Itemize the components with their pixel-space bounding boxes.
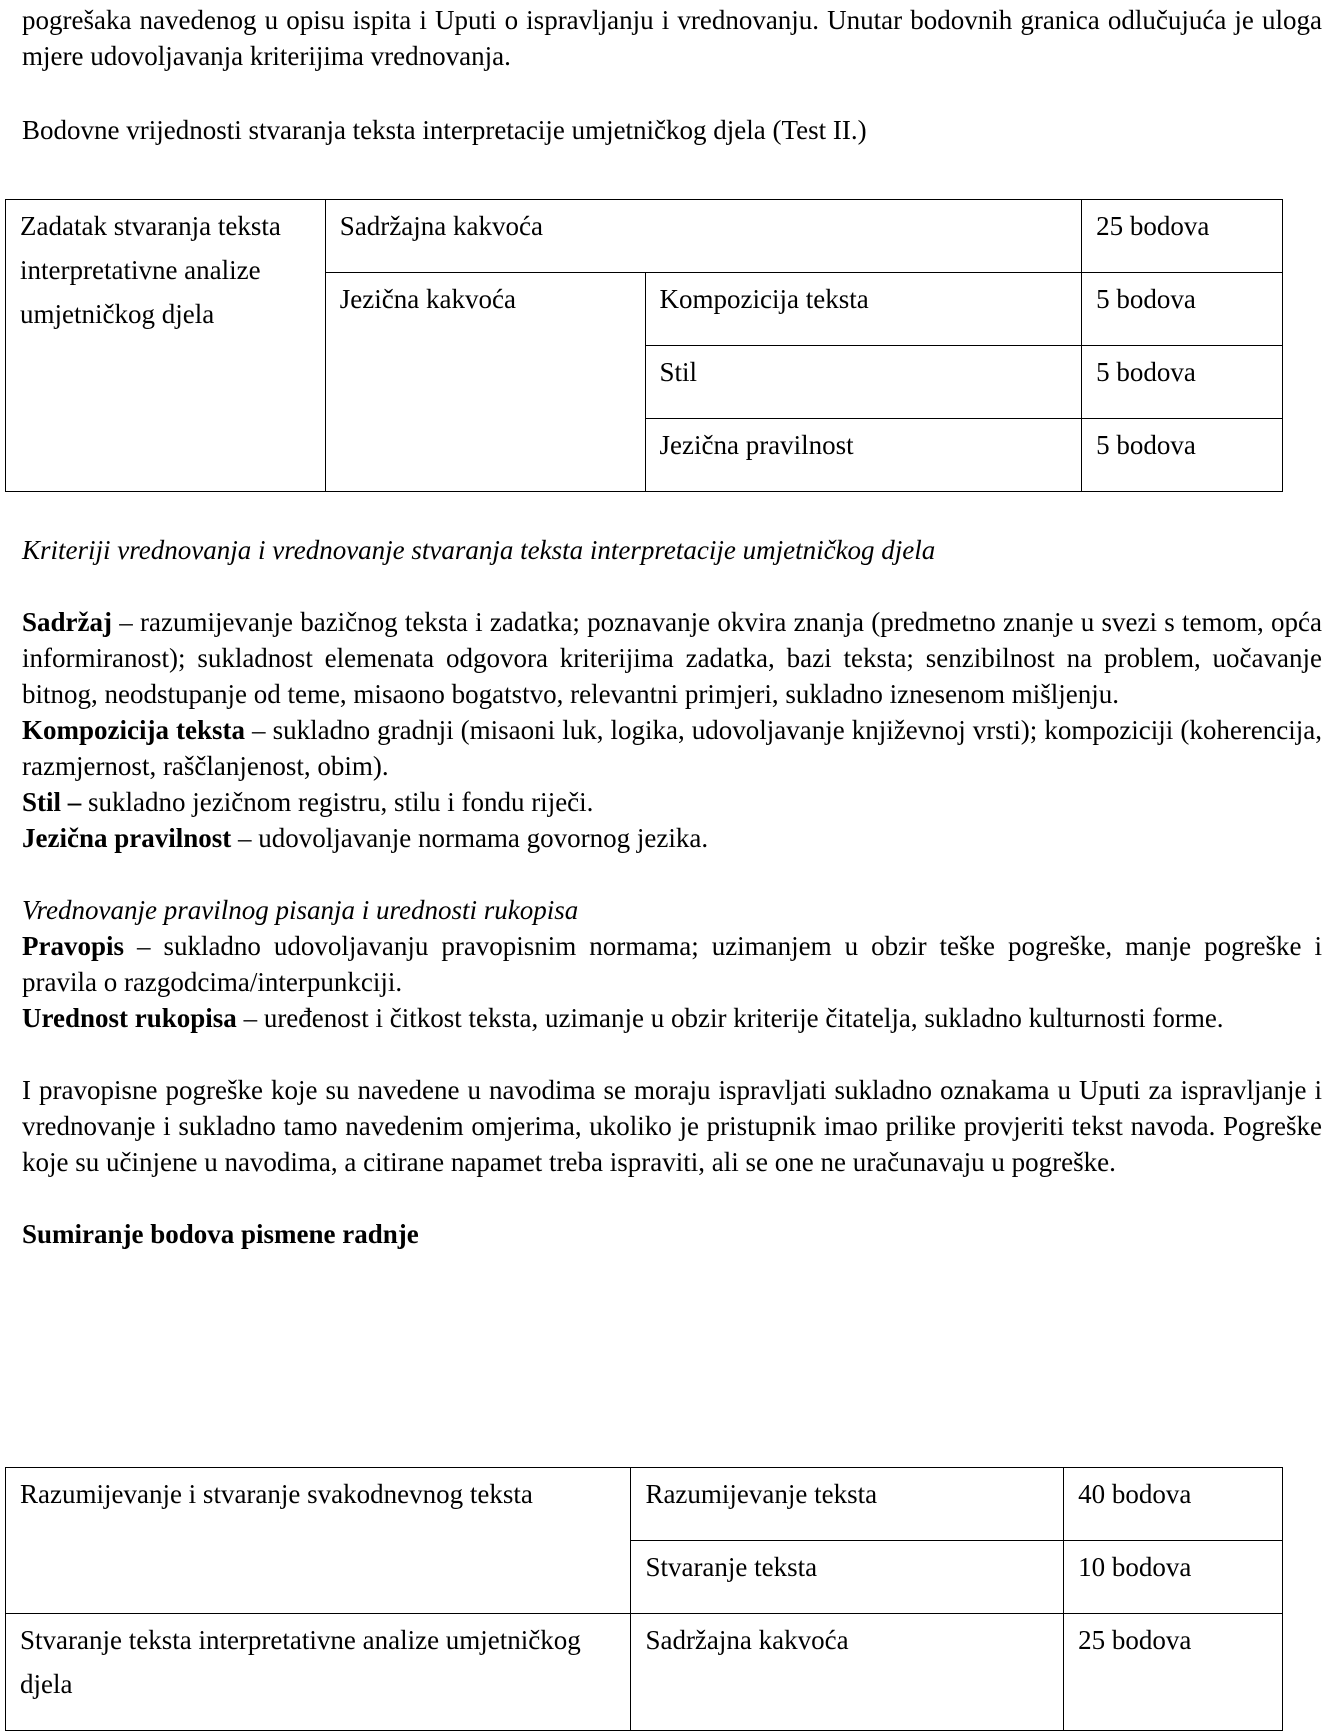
writing-item [22, 928, 1322, 1000]
table-row-label: Jezična pravilnost [645, 419, 1082, 492]
writing-heading: Vrednovanje pravilnog pisanja i urednosti rukopisa [22, 895, 579, 925]
summary-row-label: Razumijevanje teksta [631, 1468, 1064, 1541]
content-points-cell: 25 bodova [1082, 200, 1283, 273]
summary-group-cell: Stvaranje teksta interpretativne analize umjetničkog djela [6, 1614, 631, 1731]
table-row-points: 5 bodova [1082, 346, 1283, 419]
note-paragraph: I pravopisne pogreške koje su navedene u navodima se moraju ispravljati sukladno oznakama u Uputi za ispravljanje i vrednovanje i sukladno tamo navedenim omjerima, ukoliko je pristupnik imao prilike provjeriti tekst navoda. Pogreške koje su učinjene u navodima, a citirane napamet treba ispraviti, ali se one ne uračunavaju u pogreške. [22, 1075, 1322, 1177]
table-row-label: Kompozicija teksta [645, 273, 1082, 346]
table1-caption: Bodovne vrijednosti stvaranja teksta interpretacije umjetničkog djela (Test II.) [22, 115, 867, 145]
table-row-label: Stil [645, 346, 1082, 419]
criteria-term: Jezična pravilnost [22, 823, 232, 853]
summary-table [5, 1467, 1283, 1731]
summary-row-points: 40 bodova [1064, 1468, 1283, 1541]
points-table [5, 199, 1283, 492]
writing-term: Pravopis [22, 931, 125, 961]
table-row-points: 5 bodova [1082, 273, 1283, 346]
criteria-text: – udovoljavanje normama govornog jezika. [231, 823, 709, 853]
summary-heading-text: Sumiranje bodova pismene radnje [22, 1219, 419, 1249]
criteria-heading: Kriteriji vrednovanja i vrednovanje stvaranja teksta interpretacije umjetničkog djela [22, 535, 936, 565]
criteria-item [22, 712, 1322, 784]
writing-text: – sukladno udovoljavanju pravopisnim normama; uzimanjem u obzir teške pogreške, manje pogreške i pravila o razgodcima/interpunkciji. [22, 931, 1322, 997]
summary-heading [22, 1216, 1322, 1252]
criteria-text: – razumijevanje bazičnog teksta i zadatka; poznavanje okvira znanja (predmetno znanje u svezi s temom, opća informiranost); sukladnost elemenata odgovora kriterijima zadatka, bazi teksta; senzibilnost na problem, uočavanje bitnog, neodstupanje od teme, misaono bogatstvo, relevantni primjeri, sukladno iznesenom mišljenju. [22, 607, 1322, 709]
task-cell: Zadatak stvaranja teksta interpretativne analize umjetničkog djela [6, 200, 326, 492]
writing-item [22, 1000, 1322, 1036]
summary-group-cell: Razumijevanje i stvaranje svakodnevnog teksta [6, 1468, 631, 1614]
writing-text: – uređenost i čitkost teksta, uzimanje u obzir kriterije čitatelja, sukladno kulturnosti forme. [236, 1003, 1224, 1033]
summary-row-points: 25 bodova [1064, 1614, 1283, 1731]
writing-term: Urednost rukopisa [22, 1003, 237, 1033]
criteria-text: – sukladno gradnji (misaoni luk, logika, udovoljavanje književnoj vrsti); kompoziciji (koherencija, razmjernost, raščlanjenost, obim). [22, 715, 1323, 781]
summary-row-label: Stvaranje teksta [631, 1541, 1064, 1614]
content-quality-cell: Sadržajna kakvoća [325, 200, 1081, 273]
criteria-section [22, 532, 1322, 1252]
criteria-text: sukladno jezičnom registru, stilu i fondu riječi. [81, 787, 594, 817]
criteria-item [22, 604, 1322, 712]
criteria-term: Sadržaj [22, 607, 112, 637]
summary-row-label: Sadržajna kakvoća [631, 1614, 1064, 1731]
criteria-item [22, 784, 1322, 820]
criteria-term: Stil – [22, 787, 82, 817]
language-quality-cell: Jezična kakvoća [325, 273, 645, 492]
summary-row-points: 10 bodova [1064, 1541, 1283, 1614]
criteria-term: Kompozicija teksta [22, 715, 246, 745]
intro-paragraph: pogrešaka navedenog u opisu ispita i Uputi o ispravljanju i vrednovanju. Unutar bodovnih granica odlučujuća je uloga mjere udovoljavanja kriterijima vrednovanja. [22, 5, 1322, 71]
document-page [22, 2, 1322, 148]
table-row-points: 5 bodova [1082, 419, 1283, 492]
criteria-item [22, 820, 1322, 856]
